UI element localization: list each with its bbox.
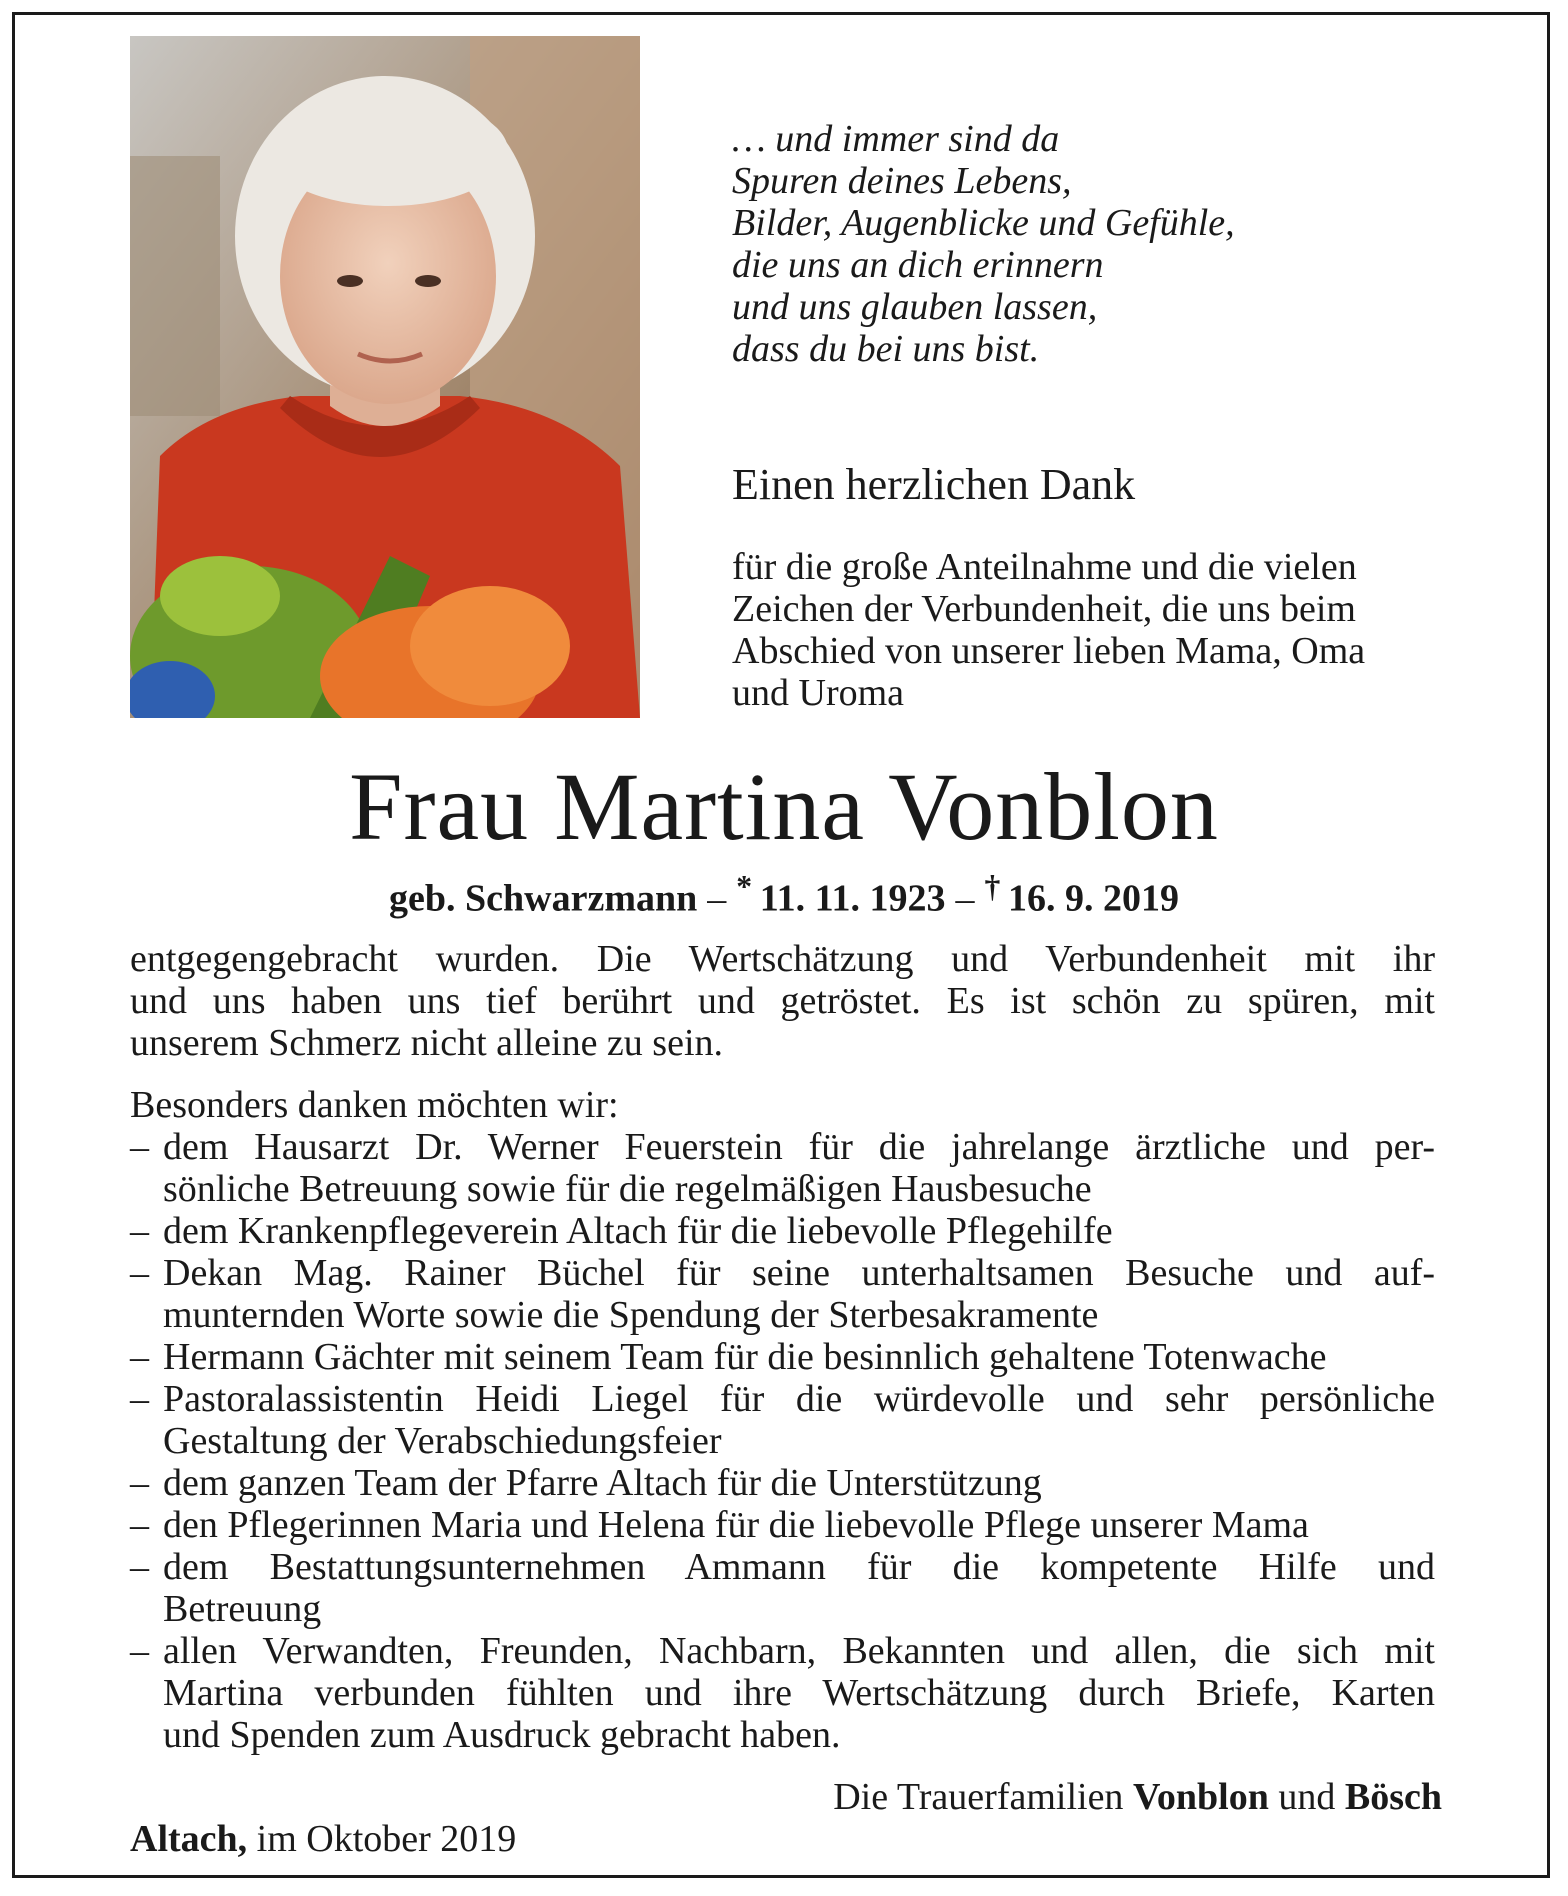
thanks-body [732, 546, 1432, 714]
poem-line: … und immer sind da [732, 118, 1060, 160]
list-item-line: dem ganzen Team der Pfarre Altach für die Unterstützung [163, 1462, 1042, 1504]
poem-line: die uns an dich erinnern [732, 244, 1104, 286]
list-item-line: munternden Worte sowie die Spendung der Sterbesakramente [163, 1294, 1099, 1336]
birth-date: 11. 11. 1923 [759, 877, 946, 920]
life-dates [0, 864, 1568, 922]
thanks-line: und Uroma [732, 672, 905, 714]
list-item-line: dem Krankenpflegeverein Altach für die liebevolle Pflegehilfe [163, 1210, 1113, 1252]
list-item-line: dem Bestattungsunternehmen Ammann für die kompetente Hilfe und [163, 1546, 1435, 1588]
death-date: 16. 9. 2019 [1007, 877, 1179, 920]
birth-symbol: * [736, 869, 753, 904]
special-thanks [130, 1084, 1435, 1756]
list-item [130, 1546, 1435, 1630]
family-name: Vonblon [1132, 1776, 1269, 1818]
place-date [130, 1818, 516, 1860]
list-item [130, 1126, 1435, 1210]
list-item-line: Dekan Mag. Rainer Büchel für seine unterhaltsamen Besuche und auf- [163, 1252, 1435, 1294]
list-item [130, 1630, 1435, 1756]
list-item [130, 1336, 1435, 1378]
poem-line: dass du bei uns bist. [732, 328, 1040, 370]
separator: – [955, 877, 975, 920]
portrait-photo-icon [130, 36, 640, 718]
birth-name: geb. Schwarzmann [389, 877, 698, 920]
intro-line: entgegengebracht wurden. Die Wertschätzung und Verbundenheit mit ihr [130, 938, 1435, 980]
deceased-name: Frau Martina Vonblon [349, 753, 1219, 860]
list-item [130, 1462, 1435, 1504]
family-name: Bösch [1344, 1776, 1442, 1818]
date: im Oktober 2019 [256, 1818, 517, 1860]
list-bullet: – [130, 1126, 149, 1168]
intro-paragraph [130, 938, 1435, 1064]
list-item-line: Pastoralassistentin Heidi Liegel für die würdevolle und sehr persönliche [163, 1378, 1435, 1420]
list-item-line: Martina verbunden fühlten und ihre Wertschätzung durch Briefe, Karten [163, 1672, 1435, 1714]
poem-line: Bilder, Augenblicke und Gefühle, [732, 202, 1235, 244]
list-item [130, 1210, 1435, 1252]
signature [833, 1776, 1442, 1818]
thanks-line: Zeichen der Verbundenheit, die uns beim [732, 588, 1356, 630]
list-item [130, 1504, 1435, 1546]
list-item [130, 1378, 1435, 1462]
poem [732, 118, 1432, 370]
signature-prefix: Die Trauerfamilien [833, 1776, 1124, 1818]
list-bullet: – [130, 1378, 149, 1420]
list-item-line: Betreuung [163, 1588, 322, 1630]
list-item-line: allen Verwandten, Freunden, Nachbarn, Bekannten und allen, die sich mit [163, 1630, 1435, 1672]
special-thanks-lead: Besonders danken möchten wir: [130, 1084, 619, 1126]
list-item-line: und Spenden zum Ausdruck gebracht haben. [163, 1714, 841, 1756]
list-bullet: – [130, 1630, 149, 1672]
thanks-heading: Einen herzlichen Dank [732, 460, 1136, 509]
poem-line: Spuren deines Lebens, [732, 160, 1072, 202]
intro-line: und uns haben uns tief berührt und getröstet. Es ist schön zu spüren, mit [130, 980, 1435, 1022]
list-item-line: den Pflegerinnen Maria und Helena für die liebevolle Pflege unserer Mama [163, 1504, 1309, 1546]
special-thanks-list [130, 1126, 1435, 1756]
separator: – [707, 877, 727, 920]
portrait-photo [130, 36, 640, 718]
thanks-line: für die große Anteilnahme und die vielen [732, 546, 1357, 588]
poem-line: und uns glauben lassen, [732, 286, 1098, 328]
list-item-line: dem Hausarzt Dr. Werner Feuerstein für die jahrelange ärztliche und per- [163, 1126, 1435, 1168]
list-bullet: – [130, 1546, 149, 1588]
list-bullet: – [130, 1252, 149, 1294]
list-item-line: Gestaltung der Verabschiedungsfeier [163, 1420, 722, 1462]
list-item-line: Hermann Gächter mit seinem Team für die besinnlich gehaltene Totenwache [163, 1336, 1327, 1378]
list-bullet: – [130, 1462, 149, 1504]
list-bullet: – [130, 1210, 149, 1252]
signature-conjunction: und [1278, 1776, 1336, 1818]
list-bullet: – [130, 1336, 149, 1378]
list-item [130, 1252, 1435, 1336]
death-symbol: † [984, 869, 1001, 904]
intro-line: unserem Schmerz nicht alleine zu sein. [130, 1022, 724, 1064]
place: Altach, [130, 1818, 248, 1860]
list-bullet: – [130, 1504, 149, 1546]
thanks-line: Abschied von unserer lieben Mama, Oma [732, 630, 1366, 672]
list-item-line: sönliche Betreuung sowie für die regelmäßigen Hausbesuche [163, 1168, 1092, 1210]
